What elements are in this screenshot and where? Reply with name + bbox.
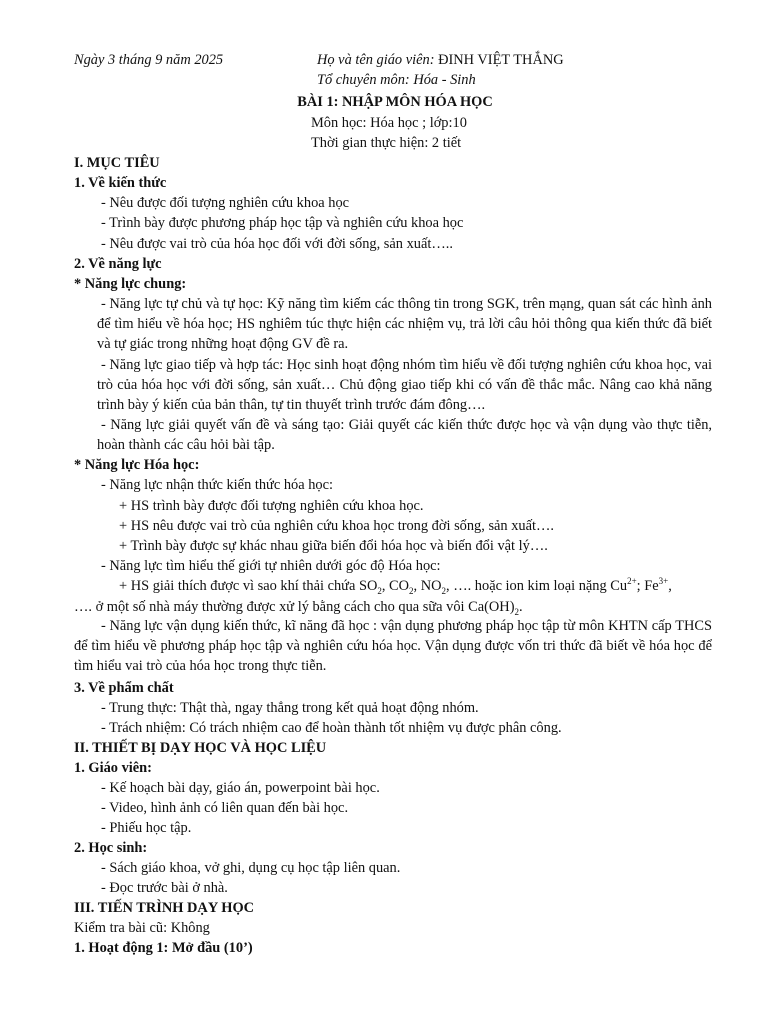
knowledge-item: - Trình bày được phương pháp học tập và nghiên cứu khoa học [101, 215, 464, 231]
subscript: 2 [514, 606, 519, 617]
chem-2-text: , [668, 578, 672, 594]
chem-2-text: , …. hoặc ion kim loại nặng Cu [446, 578, 628, 594]
chem-competence-heading: * Năng lực Hóa học: [74, 457, 200, 473]
lesson-duration: Thời gian thực hiện: 2 tiết [311, 135, 462, 151]
chem-2-text: . [519, 599, 523, 615]
chem-2-item [119, 576, 672, 596]
teacher-name: ĐINH VIỆT THẮNG [438, 52, 564, 68]
subscript: 2 [441, 585, 447, 596]
chem-2-text: , NO [413, 578, 442, 594]
general-competence-3: - Năng lực giải quyết vấn đề và sáng tạo: Giải quyết các kiến thức được học và vận dụng vào thực tiễn, hoàn thành các câu hỏi bài tập. [97, 417, 712, 453]
superscript: 3+ [658, 576, 669, 587]
teacher-line [317, 50, 564, 70]
department-line: Tổ chuyên môn: Hóa - Sinh [317, 72, 476, 88]
section-1-heading: I. MỤC TIÊU [74, 155, 160, 171]
teacher-label: Họ và tên giáo viên: [317, 52, 435, 68]
general-competence-1: - Năng lực tự chủ và tự học: Kỹ năng tìm kiếm các thông tin trong SGK, trên mạng, quan sát các hình ảnh để tìm hiểu về hóa học; HS nghiêm túc thực hiện các nhiệm vụ, trả lời câu hỏi thông qua kiến thức đã biết và tự giác trong những hoạt động GV đề ra. [97, 296, 712, 352]
general-competence-heading: * Năng lực chung: [74, 276, 187, 292]
chem-2-text: ; Fe [636, 578, 659, 594]
superscript: 2+ [627, 576, 637, 587]
lesson-subject: Môn học: Hóa học ; lớp:10 [311, 115, 467, 131]
teacher-material-item: - Kế hoạch bài dạy, giáo án, powerpoint bài học. [101, 780, 380, 796]
knowledge-heading: 1. Về kiến thức [74, 175, 167, 191]
quality-item: - Trách nhiệm: Có trách nhiệm cao để hoàn thành tốt nhiệm vụ được phân công. [101, 720, 562, 736]
student-material-item: - Sách giáo khoa, vở ghi, dụng cụ học tập liên quan. [101, 860, 401, 876]
lesson-title: BÀI 1: NHẬP MÔN HÓA HỌC [297, 94, 493, 110]
chem-2-text: , CO [381, 578, 410, 594]
teacher-materials-heading: 1. Giáo viên: [74, 760, 152, 776]
prior-check: Kiểm tra bài cũ: Không [74, 920, 210, 936]
subscript: 2 [377, 585, 382, 596]
section-3-heading: III. TIẾN TRÌNH DẠY HỌC [74, 900, 255, 916]
chem-2-text: + HS giải thích được vì sao khí thải chứa SO [119, 578, 378, 594]
chem-2-item-cont [74, 597, 523, 617]
date-line: Ngày 3 tháng 9 năm 2025 [74, 52, 224, 68]
subscript: 2 [409, 585, 414, 596]
chem-competence-1: - Năng lực nhận thức kiến thức hóa học: [101, 477, 333, 493]
chem-1-item: + HS trình bày được đối tượng nghiên cứu khoa học. [119, 498, 424, 514]
quality-item: - Trung thực: Thật thà, ngay thẳng trong kết quả hoạt động nhóm. [101, 700, 479, 716]
quality-heading: 3. Về phẩm chất [74, 680, 174, 696]
competence-heading: 2. Về năng lực [74, 256, 162, 272]
chem-1-item: + Trình bày được sự khác nhau giữa biến đổi hóa học và biến đổi vật lý…. [119, 538, 548, 554]
chem-competence-2: - Năng lực tìm hiểu thế giới tự nhiên dưới góc độ Hóa học: [101, 558, 441, 574]
knowledge-item: - Nêu được đối tượng nghiên cứu khoa học [101, 195, 350, 211]
general-competence-2: - Năng lực giao tiếp và hợp tác: Học sinh hoạt động nhóm tìm hiểu về đối tượng nghiên cứu khoa học, vai trò của hóa học với đời sống, sản xuất… Chủ động giao tiếp khi có vấn đề thắc mắc. Nâng cao khả năng trình bày ý kiến của bản thân, tự tin thuyết trình trước đám đông…. [97, 357, 712, 413]
section-2-heading: II. THIẾT BỊ DẠY HỌC VÀ HỌC LIỆU [74, 740, 327, 756]
chem-2-text: …. ở một số nhà máy thường được xử lý bằng cách cho qua sữa vôi Ca(OH) [74, 599, 515, 615]
chem-1-item: + HS nêu được vai trò của nghiên cứu khoa học trong đời sống, sản xuất…. [119, 518, 554, 534]
student-materials-heading: 2. Học sinh: [74, 840, 148, 856]
knowledge-item: - Nêu được vai trò của hóa học đối với đời sống, sản xuất….. [101, 236, 453, 252]
student-material-item: - Đọc trước bài ở nhà. [101, 880, 228, 896]
teacher-material-item: - Phiếu học tập. [101, 820, 192, 836]
teacher-material-item: - Video, hình ảnh có liên quan đến bài học. [101, 800, 349, 816]
activity-1-heading: 1. Hoạt động 1: Mở đầu (10’) [74, 940, 253, 956]
chem-competence-3: - Năng lực vận dụng kiến thức, kĩ năng đã học : vận dụng phương pháp học tập từ môn KHTN cấp THCS để tìm hiểu về phương pháp học tập và nghiên cứu hóa học. Vận dụng được vốn tri thức đã biết về hóa học để tìm hiểu vai trò của hóa học trong thực tiễn. [74, 618, 712, 674]
